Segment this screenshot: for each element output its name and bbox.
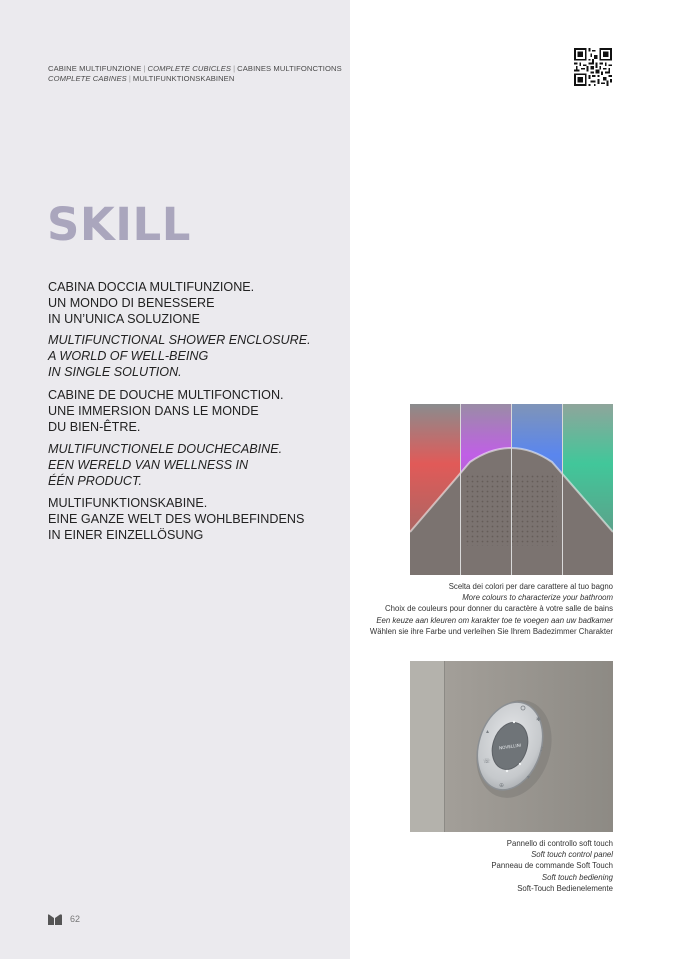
intro-line: A WORLD OF WELL-BEING [48,349,209,364]
intro-line: CABINE DE DOUCHE MULTIFONCTION. [48,388,284,402]
breadcrumb-it: CABINE MULTIFUNZIONE [48,64,142,73]
intro-line: ÉÉN PRODUCT. [48,474,143,489]
intro-line: UNE IMMERSION DANS LE MONDE [48,404,259,419]
intro-line: DU BIEN-ÊTRE. [48,420,141,435]
intro-line: IN SINGLE SOLUTION. [48,365,182,380]
caption-line: Soft-Touch Bedienelemente [517,883,613,893]
intro-line: IN UN’UNICA SOLUZIONE [48,312,200,327]
breadcrumb-fr: CABINES MULTIFONCTIONS [237,64,342,73]
down-icon[interactable]: ▾ [527,774,531,781]
intro-it [48,279,254,328]
intro-en [48,332,311,381]
light-icon[interactable]: ✱ [536,716,542,723]
intro-fr [48,387,284,436]
caption-line: More colours to characterize your bathroom [462,593,613,603]
page-number: 62 [70,914,81,924]
caption-line: Soft touch bediening [541,872,613,882]
qr-code-icon[interactable] [574,48,612,86]
page-title: SKILL [47,198,191,251]
breadcrumb-nl: COMPLETE CABINES [48,74,127,83]
intro-line: CABINA DOCCIA MULTIFUNZIONE. [48,280,255,294]
up-icon[interactable]: ▴ [486,728,490,735]
breadcrumb [48,64,342,84]
control-panel-photo [410,661,613,832]
caption-line: Choix de couleurs pour donner du caractère à votre salle de bains [385,604,613,614]
intro-line: IN EINER EINZELLÖSUNG [48,528,204,543]
intro-nl [48,441,282,490]
panel-caption [491,838,613,894]
intro-line: MULTIFUNKTIONSKABINE. [48,496,208,510]
caption-line: Een keuze aan kleuren om karakter toe te voegen aan uw badkamer [376,615,613,625]
intro-line: MULTIFUNCTIONELE DOUCHECABINE. [48,442,283,456]
breadcrumb-separator: | [143,64,146,73]
caption-line: Soft touch control panel [531,850,613,860]
phone-icon[interactable]: ☏ [483,758,491,765]
breadcrumb-separator: | [233,64,236,73]
music-icon[interactable]: ♪ [540,746,544,753]
colour-caption [370,581,613,637]
intro-line: MULTIFUNCTIONAL SHOWER ENCLOSURE. [48,333,311,347]
breadcrumb-de: MULTIFUNKTIONSKABINEN [132,74,235,83]
colour-lighting-photo [410,404,613,575]
breadcrumb-separator: | [128,74,131,83]
breadcrumb-en: COMPLETE CUBICLES [147,64,232,73]
caption-line: Panneau de commande Soft Touch [491,861,613,871]
intro-de [48,495,304,544]
caption-line: Wählen sie ihre Farbe und verleihen Sie Ihrem Badezimmer Charakter [369,626,613,636]
fan-icon[interactable]: ⊕ [499,782,505,789]
intro-line: UN MONDO DI BENESSERE [48,296,215,311]
panel-brand-label: NOVELLINI [498,742,522,751]
intro-line: EINE GANZE WELT DES WOHLBEFINDENS [48,512,305,527]
caption-line: Scelta dei colori per dare carattere al tuo bagno [448,582,613,591]
caption-line: Pannello di controllo soft touch [506,839,613,848]
intro-line: EEN WERELD VAN WELLNESS IN [48,458,249,473]
novellini-logo-icon [48,914,62,925]
